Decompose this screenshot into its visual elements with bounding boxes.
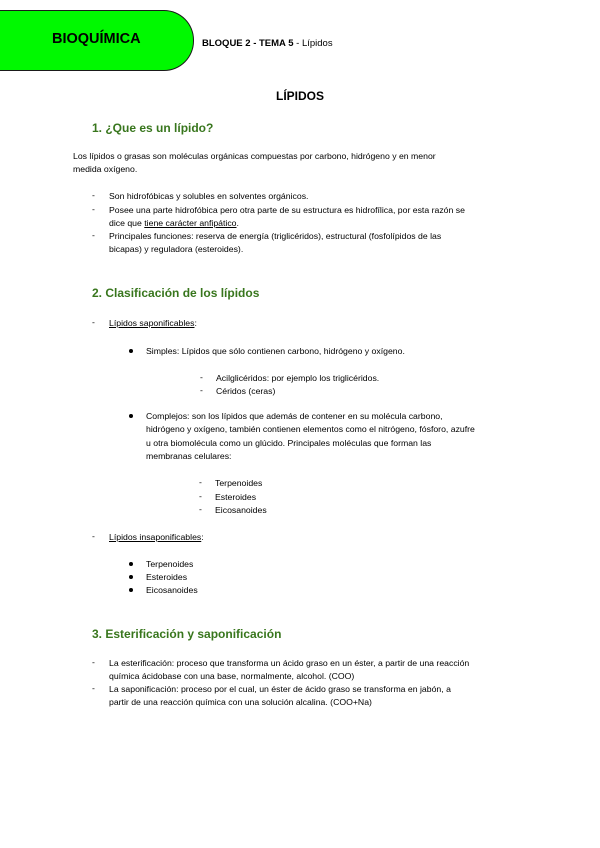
dash-marker: -: [92, 204, 95, 214]
dash-marker: -: [92, 683, 95, 693]
header-topic: Lípidos: [301, 38, 333, 49]
section3-item1-line1: La esterificación: proceso que transforma un ácido graso en un éster, a partir de una reacción: [109, 658, 470, 668]
section1-bullet1: Son hidrofóbicas y solubles en solventes orgánicos.: [109, 191, 309, 201]
complejos-item-1: Terpenoides: [215, 478, 263, 488]
dash-marker: -: [199, 491, 202, 501]
dash-marker: -: [92, 317, 95, 327]
bullet2-suffix: .: [236, 218, 239, 228]
saponificables-colon: :: [194, 318, 197, 328]
section1-heading: 1. ¿Que es un lípido?: [92, 121, 214, 135]
dash-marker: -: [200, 372, 203, 382]
complejos-line2: hidrógeno y oxígeno, también contienen elementos como el nitrógeno, fósforo, azufre: [146, 424, 475, 434]
section3-item2-line2: partir de una reacción química con una solución alcalina. (COO+Na): [109, 697, 372, 707]
insaponificables-colon: :: [201, 532, 204, 542]
saponificables-underlined: Lípidos saponificables: [109, 318, 195, 328]
section1-bullet2-line1: Posee una parte hidrofóbica pero otra parte de su estructura es hidrofílica, por esta razón se: [109, 205, 465, 215]
dash-marker: -: [199, 504, 202, 514]
complejos-line3: u otra biomolécula como un glúcido. Principales moléculas que forman las: [146, 438, 432, 448]
complejos-item-2: Esteroides: [215, 492, 257, 502]
dash-marker: -: [92, 230, 95, 240]
complejos-line1: Complejos: son los lípidos que además de contener en su molécula carbono,: [146, 411, 443, 421]
dash-marker: -: [92, 190, 95, 200]
bullet-dot: [129, 349, 133, 353]
dash-marker: -: [92, 657, 95, 667]
bullet-dot: [129, 414, 133, 418]
insaponificables-label: [109, 531, 204, 544]
bullet2-prefix: dice que: [109, 218, 145, 228]
bullet-dot: [129, 575, 133, 579]
subject-title: BIOQUÍMICA: [52, 31, 141, 47]
simples-item-1: Acilglicéridos: por ejemplo los triglicéridos.: [216, 373, 380, 383]
bullet-dot: [129, 562, 133, 566]
insaponificables-item-3: Eicosanoides: [146, 585, 198, 595]
complejos-item-3: Eicosanoides: [215, 505, 267, 515]
section1-intro-line1: Los lípidos o grasas son moléculas orgánicas compuestas por carbono, hidrógeno y en menor: [73, 151, 436, 161]
dash-marker: -: [200, 385, 203, 395]
section1-bullet3-line1: Principales funciones: reserva de energía (triglicéridos), estructural (fosfolípidos de las: [109, 231, 442, 241]
header-block: BLOQUE 2 - TEMA 5: [202, 38, 294, 49]
section1-bullet3-line2: bicapas) y reguladora (esteroides).: [109, 244, 244, 254]
simples-item-2: Céridos (ceras): [216, 386, 276, 396]
header-breadcrumb: [202, 38, 333, 49]
dash-marker: -: [92, 531, 95, 541]
section3-heading: 3. Esterificación y saponificación: [92, 627, 282, 641]
section1-intro-line2: medida oxígeno.: [73, 164, 138, 174]
dash-marker: -: [199, 477, 202, 487]
insaponificables-item-2: Esteroides: [146, 572, 188, 582]
simples-text: Simples: Lípidos que sólo contienen carbono, hidrógeno y oxígeno.: [146, 346, 405, 356]
section3-item2-line1: La saponificación: proceso por el cual, un éster de ácido graso se transforma en jabón, a: [109, 684, 451, 694]
anfipatico-underlined: tiene carácter anfipático: [144, 218, 237, 228]
section3-item1-line2: química ácidobase con una base, normalmente, alcohol. (COO): [109, 671, 355, 681]
insaponificables-underlined: Lípidos insaponificables: [109, 532, 202, 542]
section2-heading: 2. Clasificación de los lípidos: [92, 286, 260, 300]
header-separator: -: [293, 38, 302, 49]
insaponificables-item-1: Terpenoides: [146, 559, 194, 569]
complejos-line4: membranas celulares:: [146, 451, 232, 461]
section1-bullet2-line2: [109, 217, 239, 230]
saponificables-label: [109, 317, 197, 330]
bullet-dot: [129, 588, 133, 592]
page-title: LÍPIDOS: [275, 89, 324, 103]
